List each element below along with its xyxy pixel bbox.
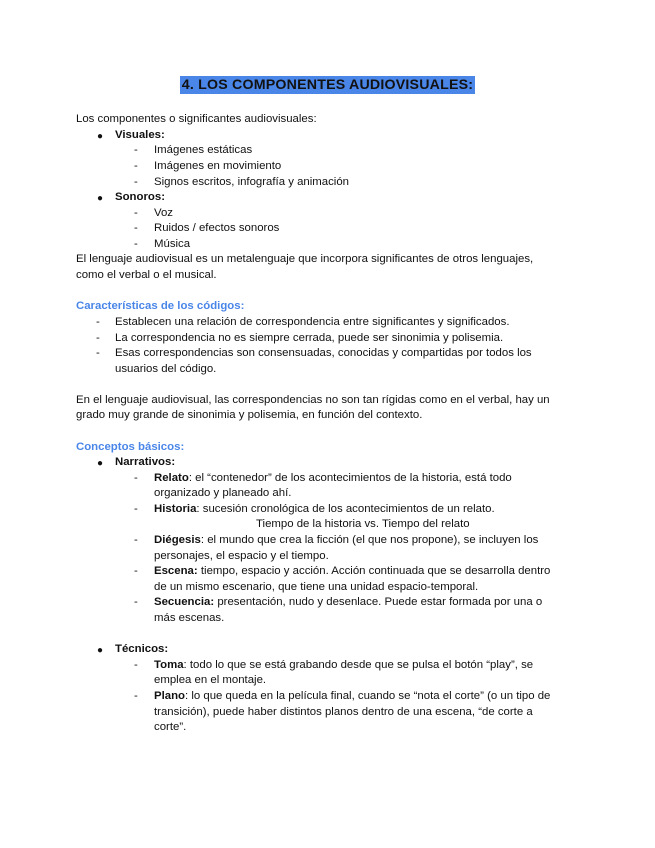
- section-heading: Características de los códigos:: [76, 300, 245, 312]
- paragraph-line: El lenguaje audiovisual es un metalenguaje que incorpora significantes de otros lenguajes,: [76, 253, 534, 265]
- dash-icon: -: [134, 503, 138, 515]
- bullet-icon: ●: [97, 645, 104, 656]
- tecnicos-label: Técnicos:: [115, 643, 169, 655]
- dash-icon: -: [134, 144, 138, 156]
- section-heading: Conceptos básicos:: [76, 441, 185, 453]
- paragraph-line: grado muy grande de sinonimia y polisemia, en función del contexto.: [76, 409, 423, 421]
- concept-term: Diégesis: [154, 534, 201, 546]
- concept-continuation: transición), puede haber distintos planos dentro de una escena, “de corte a: [154, 706, 533, 718]
- concept-text: : sucesión cronológica de los acontecimientos de un relato.: [196, 503, 495, 515]
- bullet-icon: ●: [97, 193, 104, 204]
- dash-icon: -: [134, 238, 138, 250]
- visuales-item: Signos escritos, infografía y animación: [154, 176, 350, 188]
- concept-continuation: corte”.: [154, 721, 187, 733]
- dash-icon: -: [134, 176, 138, 188]
- concept-item: [154, 595, 542, 611]
- sonoros-item: Voz: [154, 207, 173, 219]
- concept-continuation: de un mismo escenario, que tiene una unidad espacio-temporal.: [154, 581, 479, 593]
- concept-continuation: emplea en el montaje.: [154, 674, 267, 686]
- sonoros-item: Música: [154, 238, 191, 250]
- page-title: 4. LOS COMPONENTES AUDIOVISUALES:: [181, 77, 474, 93]
- dash-icon: -: [96, 347, 100, 359]
- dash-icon: -: [96, 316, 100, 328]
- dash-icon: -: [134, 222, 138, 234]
- dash-icon: -: [134, 659, 138, 671]
- title-block: [0, 78, 655, 95]
- visuales-item: Imágenes en movimiento: [154, 160, 282, 172]
- concept-item: [154, 689, 550, 705]
- dash-icon: -: [134, 596, 138, 608]
- list-item: Establecen una relación de correspondencia entre significantes y significados.: [115, 316, 510, 328]
- dash-icon: -: [134, 207, 138, 219]
- dash-icon: -: [96, 332, 100, 344]
- list-item: Esas correspondencias son consensuadas, conocidas y compartidas por todos los: [115, 347, 532, 359]
- dash-icon: -: [134, 472, 138, 484]
- concept-continuation: organizado y planeado ahí.: [154, 487, 292, 499]
- paragraph-line: En el lenguaje audiovisual, las correspondencias no son tan rígidas como en el verbal, hay un: [76, 394, 550, 406]
- centered-note: Tiempo de la historia vs. Tiempo del relato: [256, 518, 470, 530]
- list-item: La correspondencia no es siempre cerrada, puede ser sinonimia y polisemia.: [115, 332, 504, 344]
- bullet-icon: ●: [97, 131, 104, 142]
- intro-text: Los componentes o significantes audiovisuales:: [76, 113, 317, 125]
- concept-term: Historia: [154, 503, 197, 515]
- concept-text: : el “contenedor” de los acontecimientos de la historia, está todo: [188, 472, 512, 484]
- dash-icon: -: [134, 534, 138, 546]
- concept-continuation: personajes, el espacio y el tiempo.: [154, 550, 329, 562]
- concept-item: [154, 471, 512, 487]
- visuales-item: Imágenes estáticas: [154, 144, 253, 156]
- concept-continuation: más escenas.: [154, 612, 225, 624]
- concept-item: [154, 564, 550, 580]
- concept-text: : el mundo que crea la ficción (el que nos propone), se incluyen los: [200, 534, 539, 546]
- concept-item: [154, 533, 538, 549]
- narrativos-label: Narrativos:: [115, 456, 176, 468]
- concept-text: presentación, nudo y desenlace. Puede estar formada por una o: [214, 596, 543, 608]
- sonoros-label: Sonoros:: [115, 191, 165, 203]
- concept-item: [154, 658, 533, 674]
- concept-term: Escena:: [154, 565, 198, 577]
- list-item-continuation: usuarios del código.: [115, 363, 217, 375]
- visuales-label: Visuales:: [115, 129, 165, 141]
- bullet-icon: ●: [97, 458, 104, 469]
- concept-term: Relato: [154, 472, 189, 484]
- concept-item: [154, 502, 495, 518]
- dash-icon: -: [134, 565, 138, 577]
- concept-term: Toma: [154, 659, 184, 671]
- concept-text: tiempo, espacio y acción. Acción continuada que se desarrolla dentro: [197, 565, 551, 577]
- concept-term: Secuencia:: [154, 596, 215, 608]
- paragraph-line: como el verbal o el musical.: [76, 269, 217, 281]
- sonoros-item: Ruidos / efectos sonoros: [154, 222, 280, 234]
- dash-icon: -: [134, 690, 138, 702]
- concept-text: : todo lo que se está grabando desde que se pulsa el botón “play”, se: [183, 659, 534, 671]
- concept-text: : lo que queda en la película final, cuando se “nota el corte” (o un tipo de: [185, 690, 551, 702]
- concept-term: Plano: [154, 690, 186, 702]
- dash-icon: -: [134, 160, 138, 172]
